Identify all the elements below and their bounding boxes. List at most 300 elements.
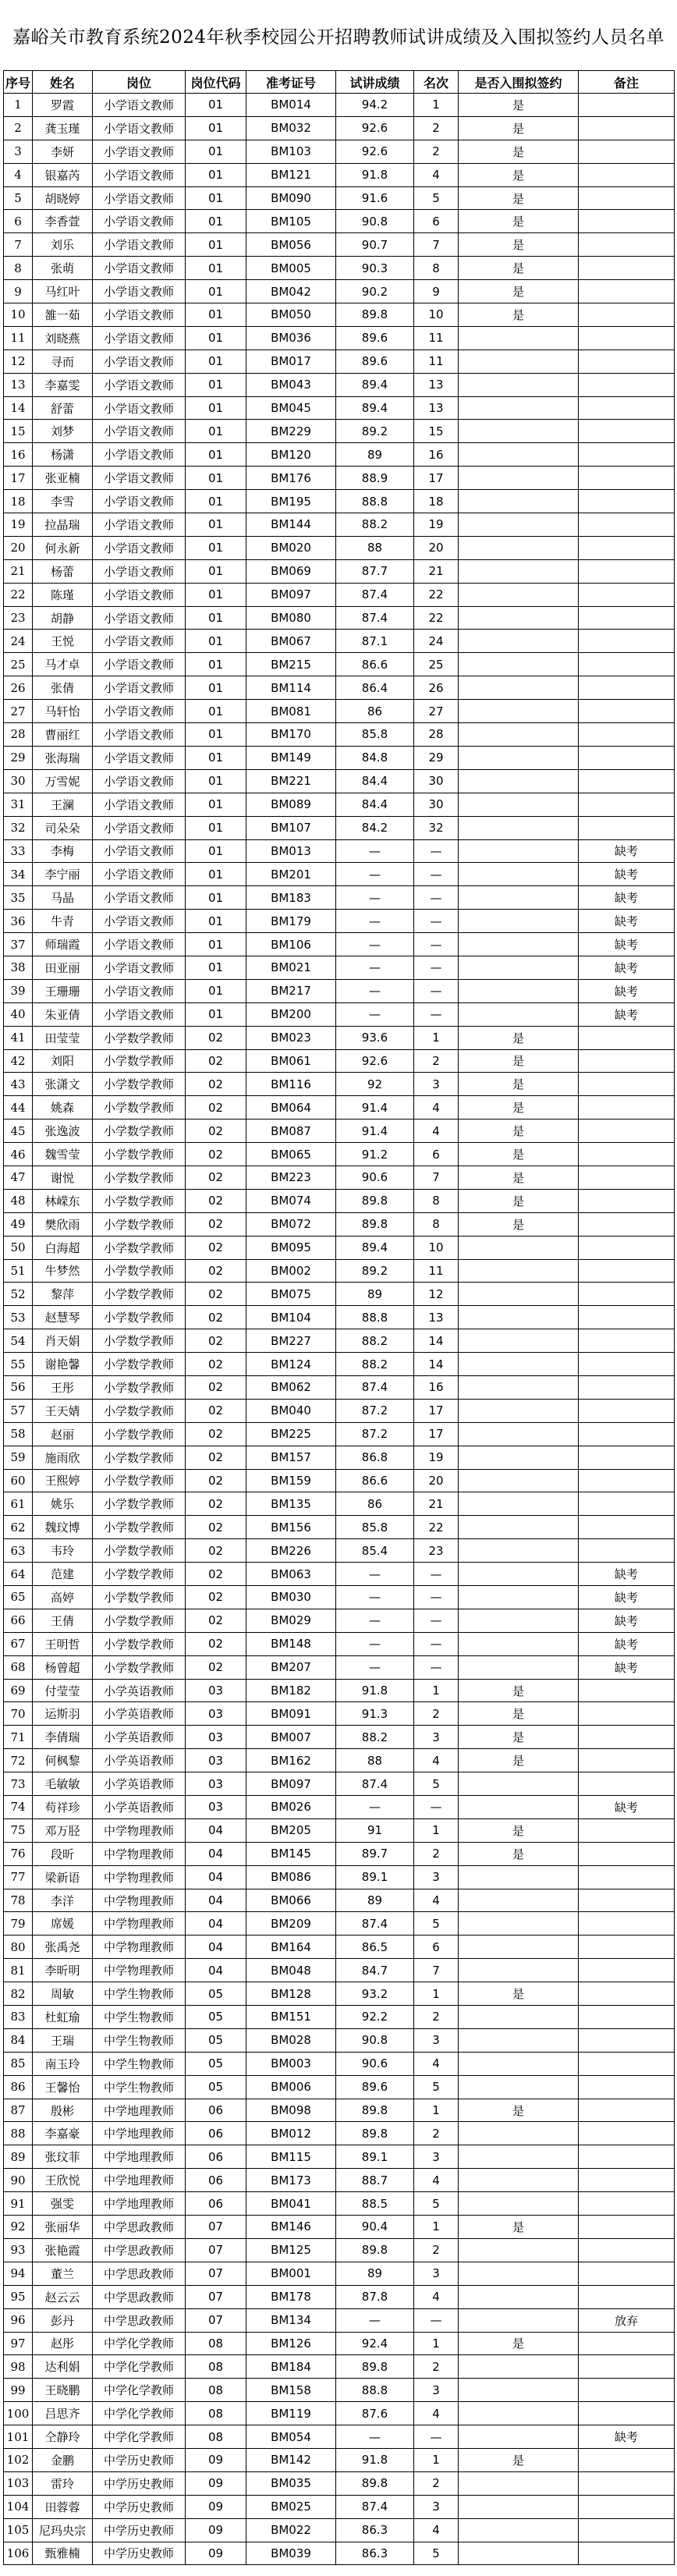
results-table — [3, 70, 675, 2565]
cell-name: 田蓉蓉 — [33, 2495, 93, 2518]
cell-remarks: 缺考 — [579, 1002, 675, 1026]
cell-name: 张逸波 — [33, 1119, 93, 1143]
cell-shortlisted: 是 — [459, 94, 579, 117]
cell-rank: 2 — [414, 1842, 459, 1865]
cell-ticket-number: BM164 — [246, 1936, 336, 1959]
cell-ticket-number: BM045 — [246, 396, 336, 420]
table-row — [4, 490, 675, 513]
cell-ticket-number: BM097 — [246, 1772, 336, 1796]
cell-ticket-number: BM120 — [246, 443, 336, 467]
cell-name: 段昕 — [33, 1842, 93, 1865]
cell-post-code: 07 — [186, 2308, 246, 2332]
cell-seq: 98 — [4, 2355, 33, 2379]
cell-remarks — [579, 1073, 675, 1096]
cell-shortlisted — [459, 1259, 579, 1283]
cell-shortlisted: 是 — [459, 1143, 579, 1166]
cell-rank: — — [414, 863, 459, 886]
cell-seq: 97 — [4, 2332, 33, 2355]
cell-rank: 2 — [414, 1049, 459, 1073]
cell-post: 小学语文教师 — [93, 536, 186, 559]
cell-ticket-number: BM050 — [246, 303, 336, 327]
table-row — [4, 1772, 675, 1796]
cell-score: 84.8 — [336, 746, 414, 769]
cell-shortlisted — [459, 1446, 579, 1469]
cell-name: 黎萍 — [33, 1283, 93, 1306]
cell-seq: 10 — [4, 303, 33, 327]
cell-score: 84.4 — [336, 793, 414, 816]
cell-rank: 7 — [414, 1959, 459, 1982]
cell-rank: 3 — [414, 1726, 459, 1749]
cell-name: 姚森 — [33, 1096, 93, 1119]
cell-seq: 105 — [4, 2518, 33, 2542]
cell-seq: 24 — [4, 630, 33, 653]
cell-rank: 11 — [414, 349, 459, 373]
cell-ticket-number: BM067 — [246, 630, 336, 653]
cell-post: 中学物理教师 — [93, 1936, 186, 1959]
cell-post: 小学数学教师 — [93, 1353, 186, 1376]
cell-ticket-number: BM080 — [246, 606, 336, 630]
cell-post: 小学语文教师 — [93, 280, 186, 303]
cell-seq: 66 — [4, 1609, 33, 1632]
cell-remarks — [579, 1166, 675, 1189]
cell-post: 小学语文教师 — [93, 373, 186, 396]
cell-post-code: 02 — [186, 1236, 246, 1259]
cell-ticket-number: BM041 — [246, 2192, 336, 2216]
cell-rank: 19 — [414, 1446, 459, 1469]
table-row — [4, 723, 675, 747]
table-row — [4, 163, 675, 186]
cell-post: 中学思政教师 — [93, 2262, 186, 2285]
cell-post: 小学英语教师 — [93, 1726, 186, 1749]
cell-ticket-number: BM069 — [246, 559, 336, 583]
cell-post: 小学语文教师 — [93, 746, 186, 769]
cell-rank: 4 — [414, 163, 459, 186]
cell-score: 91.8 — [336, 163, 414, 186]
cell-shortlisted — [459, 396, 579, 420]
cell-ticket-number: BM144 — [246, 513, 336, 537]
cell-name: 魏玟博 — [33, 1516, 93, 1539]
cell-seq: 13 — [4, 373, 33, 396]
cell-seq: 6 — [4, 210, 33, 233]
table-row — [4, 1609, 675, 1632]
cell-ticket-number: BM097 — [246, 583, 336, 606]
cell-post: 小学语文教师 — [93, 630, 186, 653]
cell-ticket-number: BM125 — [246, 2238, 336, 2262]
cell-seq: 34 — [4, 863, 33, 886]
cell-remarks — [579, 1936, 675, 1959]
cell-name: 王彤 — [33, 1375, 93, 1399]
table-row — [4, 1912, 675, 1936]
cell-ticket-number: BM135 — [246, 1492, 336, 1516]
cell-remarks — [579, 1119, 675, 1143]
cell-seq: 74 — [4, 1796, 33, 1819]
cell-shortlisted: 是 — [459, 1982, 579, 2006]
cell-ticket-number: BM148 — [246, 1632, 336, 1655]
cell-seq: 76 — [4, 1842, 33, 1865]
table-row — [4, 559, 675, 583]
cell-remarks — [579, 2099, 675, 2122]
cell-seq: 50 — [4, 1236, 33, 1259]
cell-post-code: 01 — [186, 700, 246, 723]
cell-ticket-number: BM006 — [246, 2075, 336, 2099]
cell-seq: 61 — [4, 1492, 33, 1516]
cell-remarks — [579, 2006, 675, 2029]
cell-post: 小学数学教师 — [93, 1143, 186, 1166]
cell-rank: 10 — [414, 1236, 459, 1259]
cell-post: 小学数学教师 — [93, 1516, 186, 1539]
cell-remarks: 缺考 — [579, 979, 675, 1002]
table-row — [4, 793, 675, 816]
cell-shortlisted — [459, 2308, 579, 2332]
cell-seq: 53 — [4, 1306, 33, 1329]
cell-score: 86 — [336, 1492, 414, 1516]
cell-ticket-number: BM105 — [246, 210, 336, 233]
cell-rank: 2 — [414, 2238, 459, 2262]
table-row — [4, 1632, 675, 1655]
cell-name: 刘晓燕 — [33, 326, 93, 349]
cell-post: 小学语文教师 — [93, 443, 186, 467]
cell-seq: 77 — [4, 1865, 33, 1889]
cell-remarks — [579, 420, 675, 443]
cell-post-code: 08 — [186, 2402, 246, 2425]
table-row — [4, 443, 675, 467]
cell-name: 白海超 — [33, 1236, 93, 1259]
cell-seq: 57 — [4, 1399, 33, 1422]
cell-rank: 5 — [414, 186, 459, 210]
cell-ticket-number: BM145 — [246, 1842, 336, 1865]
table-row — [4, 979, 675, 1002]
cell-score: 90.4 — [336, 2216, 414, 2239]
cell-post-code: 02 — [186, 1073, 246, 1096]
cell-name: 尼玛央宗 — [33, 2518, 93, 2542]
cell-name: 马轩怡 — [33, 700, 93, 723]
table-row — [4, 1539, 675, 1563]
cell-ticket-number: BM124 — [246, 1353, 336, 1376]
cell-remarks — [579, 1679, 675, 1702]
cell-rank: 13 — [414, 396, 459, 420]
cell-score: 86.8 — [336, 1446, 414, 1469]
cell-name: 王瑞 — [33, 2028, 93, 2052]
cell-rank: 6 — [414, 210, 459, 233]
cell-post-code: 06 — [186, 2192, 246, 2216]
cell-rank: 21 — [414, 1492, 459, 1516]
header-rank: 名次 — [414, 71, 459, 94]
cell-score: 84.7 — [336, 1959, 414, 1982]
cell-post-code: 01 — [186, 839, 246, 863]
cell-post: 小学数学教师 — [93, 1329, 186, 1353]
cell-score: 84.2 — [336, 816, 414, 839]
cell-remarks — [579, 1889, 675, 1912]
cell-rank: 1 — [414, 2332, 459, 2355]
cell-name: 胡静 — [33, 606, 93, 630]
cell-score: 88.8 — [336, 2379, 414, 2402]
table-row — [4, 2448, 675, 2471]
cell-remarks — [579, 280, 675, 303]
cell-post: 小学数学教师 — [93, 1189, 186, 1212]
cell-rank: 8 — [414, 257, 459, 280]
cell-seq: 18 — [4, 490, 33, 513]
cell-rank: 2 — [414, 2471, 459, 2495]
table-row — [4, 2006, 675, 2029]
cell-post: 小学语文教师 — [93, 303, 186, 327]
cell-name: 李香萱 — [33, 210, 93, 233]
cell-remarks — [579, 1772, 675, 1796]
cell-shortlisted — [459, 1632, 579, 1655]
cell-shortlisted — [459, 1912, 579, 1936]
cell-seq: 9 — [4, 280, 33, 303]
table-row — [4, 1026, 675, 1049]
cell-ticket-number: BM062 — [246, 1375, 336, 1399]
table-row — [4, 1283, 675, 1306]
cell-seq: 16 — [4, 443, 33, 467]
cell-name: 吕思齐 — [33, 2402, 93, 2425]
cell-post: 小学数学教师 — [93, 1492, 186, 1516]
cell-rank: 5 — [414, 2192, 459, 2216]
cell-seq: 102 — [4, 2448, 33, 2471]
cell-ticket-number: BM061 — [246, 1049, 336, 1073]
cell-remarks — [579, 2028, 675, 2052]
cell-rank: 16 — [414, 443, 459, 467]
cell-ticket-number: BM142 — [246, 2448, 336, 2471]
cell-score: 87.2 — [336, 1422, 414, 1446]
table-row — [4, 2099, 675, 2122]
cell-shortlisted — [459, 979, 579, 1002]
table-row — [4, 2052, 675, 2075]
cell-shortlisted — [459, 373, 579, 396]
cell-name: 王明哲 — [33, 1632, 93, 1655]
cell-rank: 5 — [414, 1772, 459, 1796]
cell-ticket-number: BM229 — [246, 420, 336, 443]
cell-name: 谢悦 — [33, 1166, 93, 1189]
cell-shortlisted — [459, 2262, 579, 2285]
cell-name: 范建 — [33, 1563, 93, 1586]
cell-remarks — [579, 1399, 675, 1422]
cell-ticket-number: BM215 — [246, 653, 336, 676]
table-row — [4, 1189, 675, 1212]
cell-post: 中学物理教师 — [93, 1865, 186, 1889]
cell-post: 小学语文教师 — [93, 490, 186, 513]
cell-post-code: 05 — [186, 1982, 246, 2006]
cell-rank: 1 — [414, 2448, 459, 2471]
cell-shortlisted — [459, 1959, 579, 1982]
cell-shortlisted: 是 — [459, 1842, 579, 1865]
cell-ticket-number: BM200 — [246, 1002, 336, 1026]
cell-ticket-number: BM089 — [246, 793, 336, 816]
cell-rank: 22 — [414, 583, 459, 606]
cell-post-code: 07 — [186, 2285, 246, 2308]
cell-name: 林嵘东 — [33, 1189, 93, 1212]
cell-rank: 8 — [414, 1212, 459, 1236]
cell-shortlisted — [459, 2052, 579, 2075]
cell-post-code: 01 — [186, 583, 246, 606]
cell-post: 小学数学教师 — [93, 1049, 186, 1073]
cell-post: 小学语文教师 — [93, 559, 186, 583]
cell-rank: 3 — [414, 1865, 459, 1889]
cell-remarks — [579, 116, 675, 140]
cell-seq: 95 — [4, 2285, 33, 2308]
cell-post-code: 02 — [186, 1399, 246, 1422]
cell-post: 小学语文教师 — [93, 116, 186, 140]
cell-name: 邓万胫 — [33, 1818, 93, 1842]
cell-seq: 21 — [4, 559, 33, 583]
cell-ticket-number: BM021 — [246, 956, 336, 979]
cell-shortlisted: 是 — [459, 1119, 579, 1143]
cell-post: 中学地理教师 — [93, 2169, 186, 2192]
cell-post-code: 01 — [186, 606, 246, 630]
cell-post-code: 03 — [186, 1726, 246, 1749]
cell-ticket-number: BM221 — [246, 769, 336, 793]
cell-score: 88.2 — [336, 1329, 414, 1353]
cell-rank: — — [414, 886, 459, 910]
cell-remarks — [579, 2075, 675, 2099]
cell-post-code: 01 — [186, 886, 246, 910]
table-row — [4, 1655, 675, 1679]
cell-post: 中学历史教师 — [93, 2495, 186, 2518]
cell-shortlisted — [459, 2028, 579, 2052]
cell-rank: 26 — [414, 676, 459, 700]
cell-post-code: 09 — [186, 2471, 246, 2495]
cell-shortlisted — [459, 513, 579, 537]
cell-name: 高婷 — [33, 1586, 93, 1609]
cell-post-code: 09 — [186, 2448, 246, 2471]
cell-name: 张玟菲 — [33, 2145, 93, 2169]
cell-shortlisted: 是 — [459, 163, 579, 186]
cell-name: 李妍 — [33, 140, 93, 163]
table-row — [4, 1469, 675, 1492]
cell-seq: 28 — [4, 723, 33, 747]
cell-post-code: 04 — [186, 1889, 246, 1912]
cell-rank: 2 — [414, 2355, 459, 2379]
cell-post-code: 02 — [186, 1189, 246, 1212]
cell-seq: 82 — [4, 1982, 33, 2006]
cell-post: 中学化学教师 — [93, 2402, 186, 2425]
table-row — [4, 2075, 675, 2099]
cell-name: 陈瑾 — [33, 583, 93, 606]
cell-ticket-number: BM036 — [246, 326, 336, 349]
cell-post: 中学生物教师 — [93, 2006, 186, 2029]
cell-shortlisted — [459, 886, 579, 910]
cell-ticket-number: BM126 — [246, 2332, 336, 2355]
cell-post: 小学语文教师 — [93, 839, 186, 863]
table-row — [4, 1726, 675, 1749]
cell-post-code: 02 — [186, 1259, 246, 1283]
cell-rank: 6 — [414, 1936, 459, 1959]
cell-score: 89.6 — [336, 349, 414, 373]
cell-score: — — [336, 1563, 414, 1586]
cell-ticket-number: BM054 — [246, 2425, 336, 2449]
cell-rank: 23 — [414, 1539, 459, 1563]
table-row — [4, 1236, 675, 1259]
cell-score: 86 — [336, 700, 414, 723]
cell-seq: 20 — [4, 536, 33, 559]
cell-post-code: 07 — [186, 2216, 246, 2239]
cell-name: 罗霞 — [33, 94, 93, 117]
cell-rank: 3 — [414, 2028, 459, 2052]
cell-seq: 71 — [4, 1726, 33, 1749]
cell-post-code: 05 — [186, 2075, 246, 2099]
cell-remarks — [579, 1446, 675, 1469]
cell-name: 周敏 — [33, 1982, 93, 2006]
cell-post-code: 01 — [186, 140, 246, 163]
cell-score: 89.8 — [336, 2122, 414, 2145]
cell-name: 姚乐 — [33, 1492, 93, 1516]
cell-shortlisted: 是 — [459, 140, 579, 163]
cell-ticket-number: BM012 — [246, 2122, 336, 2145]
cell-shortlisted — [459, 1375, 579, 1399]
cell-remarks — [579, 1306, 675, 1329]
cell-score: — — [336, 1796, 414, 1819]
cell-shortlisted — [459, 490, 579, 513]
cell-name: 金鹏 — [33, 2448, 93, 2471]
cell-remarks — [579, 2332, 675, 2355]
cell-seq: 101 — [4, 2425, 33, 2449]
cell-post-code: 03 — [186, 1796, 246, 1819]
cell-rank: 2 — [414, 2006, 459, 2029]
cell-post-code: 06 — [186, 2169, 246, 2192]
cell-score: — — [336, 979, 414, 1002]
cell-name: 殷彬 — [33, 2099, 93, 2122]
cell-seq: 48 — [4, 1189, 33, 1212]
table-row — [4, 886, 675, 910]
cell-post: 中学生物教师 — [93, 2052, 186, 2075]
cell-name: 魏雪莹 — [33, 1143, 93, 1166]
cell-score: 87.4 — [336, 606, 414, 630]
table-row — [4, 536, 675, 559]
cell-ticket-number: BM066 — [246, 1889, 336, 1912]
cell-shortlisted — [459, 1796, 579, 1819]
cell-remarks — [579, 723, 675, 747]
cell-score: 93.2 — [336, 1982, 414, 2006]
cell-seq: 59 — [4, 1446, 33, 1469]
table-row — [4, 1049, 675, 1073]
cell-seq: 64 — [4, 1563, 33, 1586]
table-row — [4, 1259, 675, 1283]
table-row — [4, 1399, 675, 1422]
cell-shortlisted — [459, 606, 579, 630]
cell-shortlisted — [459, 746, 579, 769]
cell-seq: 46 — [4, 1143, 33, 1166]
cell-post-code: 01 — [186, 676, 246, 700]
cell-seq: 30 — [4, 769, 33, 793]
cell-ticket-number: BM081 — [246, 700, 336, 723]
cell-post: 小学语文教师 — [93, 769, 186, 793]
header-remarks: 备注 — [579, 71, 675, 94]
cell-post-code: 01 — [186, 723, 246, 747]
cell-post-code: 03 — [186, 1749, 246, 1772]
cell-rank: 4 — [414, 2169, 459, 2192]
cell-score: 88.7 — [336, 2169, 414, 2192]
cell-ticket-number: BM072 — [246, 1212, 336, 1236]
cell-shortlisted — [459, 1889, 579, 1912]
header-post: 岗位 — [93, 71, 186, 94]
cell-name: 寻而 — [33, 349, 93, 373]
cell-name: 施雨欣 — [33, 1446, 93, 1469]
cell-post: 中学思政教师 — [93, 2238, 186, 2262]
cell-remarks — [579, 1749, 675, 1772]
table-row — [4, 2425, 675, 2449]
cell-shortlisted — [459, 326, 579, 349]
cell-remarks: 缺考 — [579, 1796, 675, 1819]
cell-post: 中学化学教师 — [93, 2379, 186, 2402]
cell-rank: 2 — [414, 140, 459, 163]
cell-post: 小学数学教师 — [93, 1655, 186, 1679]
cell-name: 雒一茹 — [33, 303, 93, 327]
cell-shortlisted: 是 — [459, 2332, 579, 2355]
cell-rank: 3 — [414, 2145, 459, 2169]
cell-rank: — — [414, 910, 459, 933]
cell-post-code: 05 — [186, 2028, 246, 2052]
cell-seq: 26 — [4, 676, 33, 700]
